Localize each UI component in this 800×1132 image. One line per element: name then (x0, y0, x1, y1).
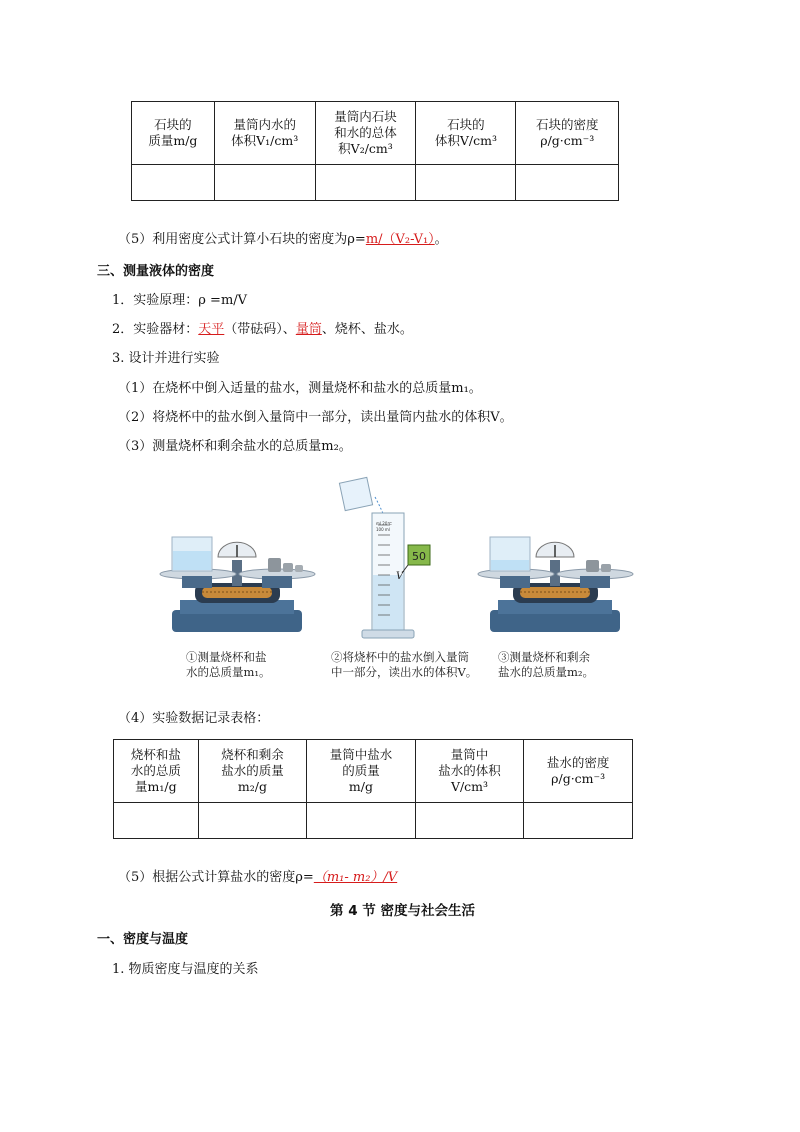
t2-header-2: 量筒中盐水 的质量 m/g (307, 740, 415, 803)
equipment-prefix: 2．实验器材： (112, 322, 199, 337)
t1-header-4: 石块的密度 ρ/g·cm⁻³ (516, 102, 619, 165)
step1: （1）在烧杯中倒入适量的盐水，测量烧杯和盐水的总质量m₁。 (118, 381, 482, 396)
item-equipment (112, 321, 413, 339)
volume-label: V (396, 571, 404, 582)
step4: （4）实验数据记录表格： (118, 711, 270, 726)
equipment-mid: （带砝码）、 (224, 322, 296, 337)
balance-right (478, 537, 633, 632)
t1-header-0: 石块的 质量m/g (132, 102, 215, 165)
t1-cell[interactable] (416, 165, 516, 201)
answer-balance: 天平 (198, 322, 225, 337)
t2-cell[interactable] (198, 803, 307, 839)
balance-left (160, 537, 315, 632)
t2-cell[interactable] (524, 803, 633, 839)
cylinder-top-text-1: ml 20℃ (376, 521, 392, 526)
step5-liquid-line (118, 869, 397, 887)
t1-cell[interactable] (214, 165, 315, 201)
caption-2: ②将烧杯中的盐水倒入量筒 中一部分，读出水的体积V。 (331, 650, 478, 679)
item-principle: 1．实验原理：ρ =m/V (112, 293, 248, 308)
step5-stone-line (118, 231, 448, 249)
t1-cell[interactable] (516, 165, 619, 201)
section-title: 第 4 节 密度与社会生活 (330, 903, 475, 919)
cylinder-top-text-2: 100 ml (376, 527, 390, 532)
step2: （2）将烧杯中的盐水倒入量筒中一部分，读出量筒内盐水的体积V。 (118, 410, 513, 425)
t1-header-3: 石块的 体积V/cm³ (416, 102, 516, 165)
cylinder-reading: 50 (412, 550, 426, 563)
step5-liquid-text: （5）根据公式计算盐水的密度ρ= (118, 870, 314, 885)
t2-header-0: 烧杯和盐 水的总质 量m₁/g (114, 740, 199, 803)
t2-cell[interactable] (114, 803, 199, 839)
section3-title: 三、测量液体的密度 (97, 264, 215, 279)
step3: （3）测量烧杯和剩余盐水的总质量m₂。 (118, 439, 352, 454)
sub-density-temperature: 一、密度与温度 (97, 932, 189, 947)
liquid-density-table (113, 739, 633, 839)
t2-cell[interactable] (415, 803, 524, 839)
caption-3: ③测量烧杯和剩余 盐水的总质量m₂。 (498, 650, 595, 679)
sub-item-1: 1. 物质密度与温度的关系 (112, 962, 259, 977)
period: 。 (434, 232, 448, 247)
stone-density-table (131, 101, 619, 201)
equipment-rest: 、烧杯、盐水。 (321, 322, 413, 337)
t1-header-1: 量筒内水的 体积V₁/cm³ (214, 102, 315, 165)
t2-header-3: 量筒中 盐水的体积 V/cm³ (415, 740, 524, 803)
t2-header-1: 烧杯和剩余 盐水的质量 m₂/g (198, 740, 307, 803)
step5-stone-text: （5）利用密度公式计算小石块的密度为ρ= (118, 232, 366, 247)
t1-header-2: 量筒内石块 和水的总体 积V₂/cm³ (315, 102, 416, 165)
t1-cell[interactable] (132, 165, 215, 201)
liquid-density-answer: （m₁- m₂）/V (313, 870, 398, 885)
t2-cell[interactable] (307, 803, 415, 839)
t1-cell[interactable] (315, 165, 416, 201)
item-design: 3. 设计并进行实验 (112, 351, 220, 366)
stone-density-answer: m/（V₂-V₁） (365, 232, 435, 247)
answer-cylinder: 量筒 (295, 322, 322, 337)
caption-1: ①测量烧杯和盐 水的总质量m₁。 (186, 650, 271, 679)
t2-header-4: 盐水的密度 ρ/g·cm⁻³ (524, 740, 633, 803)
